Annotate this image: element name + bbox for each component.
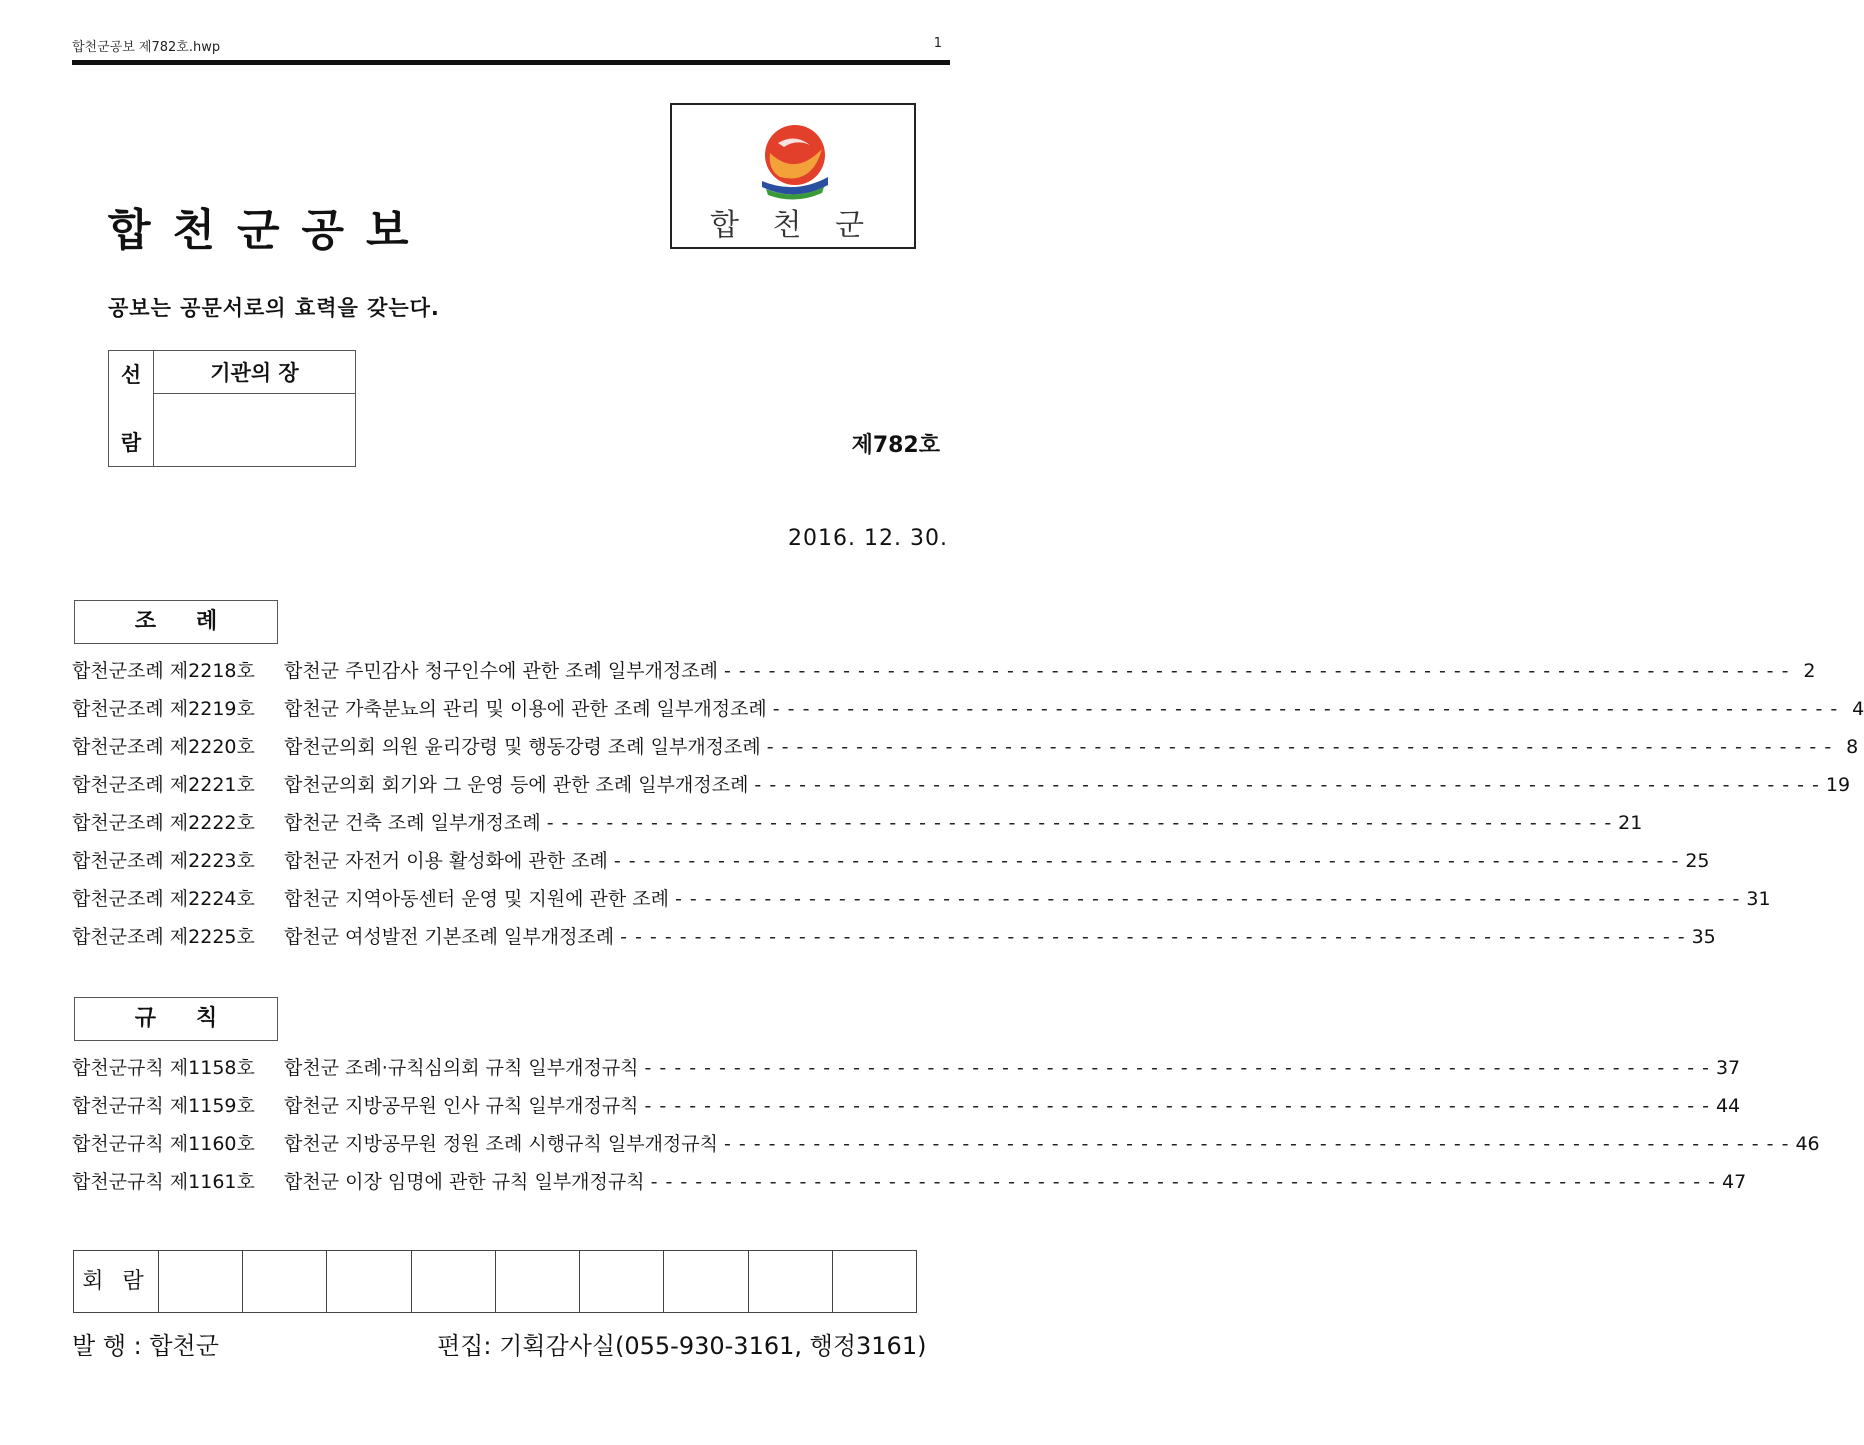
circulation-label: 회 람 [82, 1269, 150, 1294]
toc-item[interactable]: 합천군규칙 제1160호 합천군 지방공무원 정원 조례 시행규칙 일부개정규칙 - - - - - - - - - - - - - - - - - - - - - - - - - - - - - - - - - - - - - - - - - - - - - - - - - - - - - - - - - - - - - - - - - - - - - - - - 46 [72, 1133, 1820, 1155]
toc-item[interactable]: 합천군조례 제2218호 합천군 주민감사 청구인수에 관한 조례 일부개정조례 - - - - - - - - - - - - - - - - - - - - - - - - - - - - - - - - - - - - - - - - - - - - - - - - - - - - - - - - - - - - - - - - - - - - - - - - 2 [72, 660, 1816, 682]
toc-item[interactable]: 합천군조례 제2224호 합천군 지역아동센터 운영 및 지원에 관한 조례 - - - - - - - - - - - - - - - - - - - - - - - - - - - - - - - - - - - - - - - - - - - - - - - - - - - - - - - - - - - - - - - - - - - - - - - - 31 [72, 888, 1771, 910]
circulation-table [73, 1250, 917, 1313]
page-title: 합천군공보 [108, 205, 431, 256]
toc-item[interactable]: 합천군조례 제2219호 합천군 가축분뇨의 관리 및 이용에 관한 조례 일부개정조례 - - - - - - - - - - - - - - - - - - - - - - - - - - - - - - - - - - - - - - - - - - - - - - - - - - - - - - - - - - - - - - - - - - - - - - - - 4 [72, 698, 1864, 720]
circulation-cell [579, 1251, 663, 1312]
review-char-1: 선 [120, 363, 142, 387]
circulation-cell [158, 1251, 242, 1312]
ordinance-list [72, 656, 1864, 960]
circulation-cell [495, 1251, 579, 1312]
header-page-number: 1 [933, 36, 942, 51]
header-filename: 합천군공보 제782호.hwp [72, 40, 221, 55]
issue-date: 2016. 12. 30. [788, 526, 948, 551]
circulation-cell [663, 1251, 747, 1312]
logo-text: 합 천 군 [709, 208, 876, 243]
editor-contact: 편집: 기획감사실(055-930-3161, 행정3161) [437, 1332, 927, 1360]
review-box [108, 350, 356, 467]
review-header: 기관의 장 [210, 361, 299, 385]
circulation-cell [411, 1251, 495, 1312]
toc-item[interactable]: 합천군조례 제2220호 합천군의회 의원 윤리강령 및 행동강령 조례 일부개정조례 - - - - - - - - - - - - - - - - - - - - - - - - - - - - - - - - - - - - - - - - - - - - - - - - - - - - - - - - - - - - - - - - - - - - - - - - 8 [72, 736, 1859, 758]
toc-item[interactable]: 합천군조례 제2221호 합천군의회 회기와 그 운영 등에 관한 조례 일부개정조례 - - - - - - - - - - - - - - - - - - - - - - - - - - - - - - - - - - - - - - - - - - - - - - - - - - - - - - - - - - - - - - - - - - - - - - - - 19 [72, 774, 1851, 796]
toc-item[interactable]: 합천군규칙 제1161호 합천군 이장 임명에 관한 규칙 일부개정규칙 - - - - - - - - - - - - - - - - - - - - - - - - - - - - - - - - - - - - - - - - - - - - - - - - - - - - - - - - - - - - - - - - - - - - - - - - 47 [72, 1171, 1747, 1193]
circulation-cell [326, 1251, 410, 1312]
review-box-rule [153, 393, 355, 394]
county-emblem-icon [750, 115, 840, 205]
toc-item[interactable]: 합천군규칙 제1158호 합천군 조례·규칙심의회 규칙 일부개정규칙 - - - - - - - - - - - - - - - - - - - - - - - - - - - - - - - - - - - - - - - - - - - - - - - - - - - - - - - - - - - - - - - - - - - - - - - - 37 [72, 1057, 1741, 1079]
toc-item[interactable]: 합천군조례 제2225호 합천군 여성발전 기본조례 일부개정조례 - - - - - - - - - - - - - - - - - - - - - - - - - - - - - - - - - - - - - - - - - - - - - - - - - - - - - - - - - - - - - - - - - - - - - - - - 35 [72, 926, 1716, 948]
rule-list [72, 1053, 1820, 1205]
publisher: 발 행 : 합천군 [72, 1332, 219, 1360]
header-rule [72, 60, 950, 65]
issue-number: 제782호 [851, 433, 940, 458]
circulation-cell [242, 1251, 326, 1312]
circulation-cell [748, 1251, 832, 1312]
section-heading-ordinances: 조례 [74, 600, 278, 644]
toc-item[interactable]: 합천군규칙 제1159호 합천군 지방공무원 인사 규칙 일부개정규칙 - - - - - - - - - - - - - - - - - - - - - - - - - - - - - - - - - - - - - - - - - - - - - - - - - - - - - - - - - - - - - - - - - - - - - - - - 44 [72, 1095, 1741, 1117]
section-heading-rules: 규칙 [74, 997, 278, 1041]
subtitle: 공보는 공문서로의 효력을 갖는다. [108, 296, 440, 320]
toc-item[interactable]: 합천군조례 제2222호 합천군 건축 조례 일부개정조례 - - - - - - - - - - - - - - - - - - - - - - - - - - - - - - - - - - - - - - - - - - - - - - - - - - - - - - - - - - - - - - - - - - - - - - - - 21 [72, 812, 1643, 834]
toc-item[interactable]: 합천군조례 제2223호 합천군 자전거 이용 활성화에 관한 조례 - - - - - - - - - - - - - - - - - - - - - - - - - - - - - - - - - - - - - - - - - - - - - - - - - - - - - - - - - - - - - - - - - - - - - - - - 25 [72, 850, 1710, 872]
circulation-cell [832, 1251, 916, 1312]
review-char-2: 람 [120, 431, 142, 455]
